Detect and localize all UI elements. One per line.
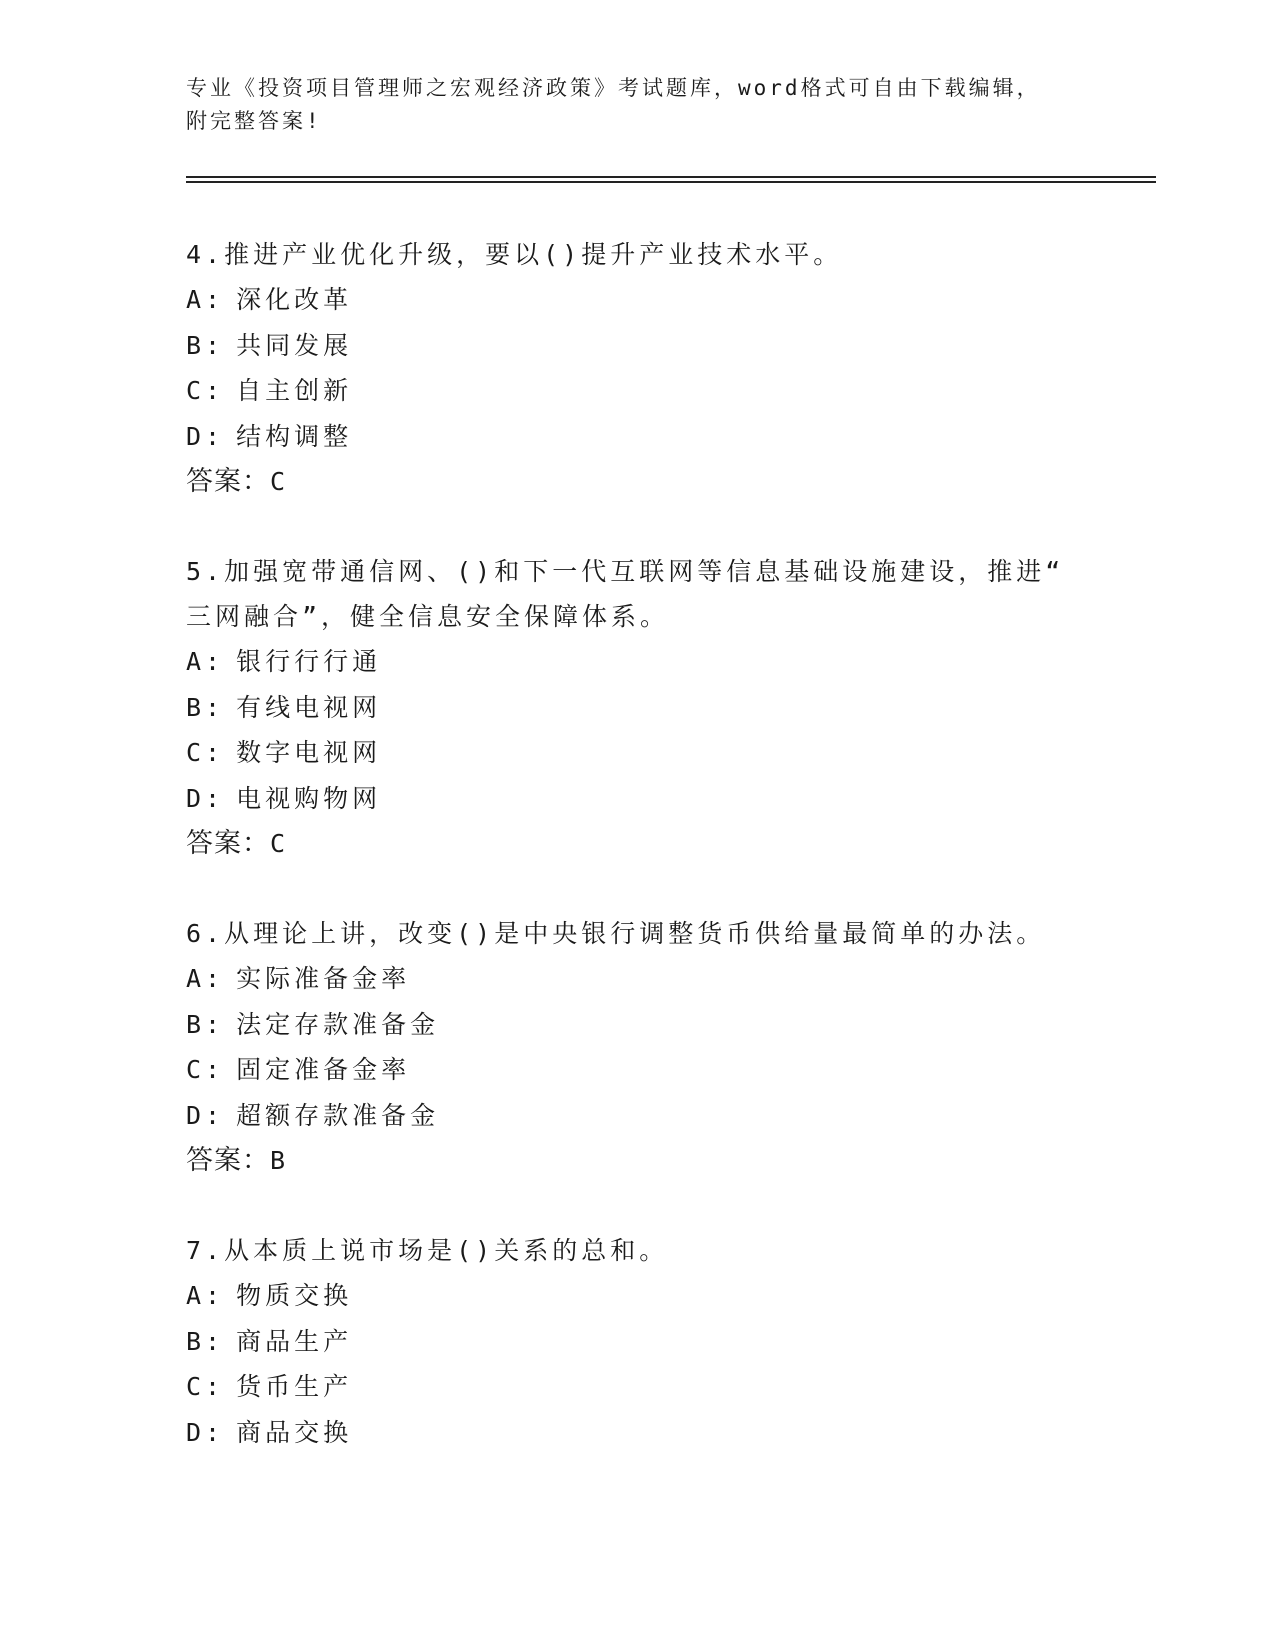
- document-header: [186, 72, 1066, 138]
- question-stem: [186, 911, 1086, 956]
- answer-option: [186, 730, 1086, 776]
- answer-option: [186, 1319, 1086, 1365]
- answer-value: B: [270, 1146, 287, 1175]
- option-letter: B:: [186, 1326, 225, 1356]
- question-list: [186, 232, 1086, 1500]
- option-text: 物质交换: [236, 1281, 353, 1310]
- option-text: 货币生产: [236, 1372, 353, 1401]
- answer-line: [186, 821, 1086, 866]
- header-divider-top: [186, 176, 1156, 178]
- option-letter: A:: [186, 1281, 225, 1310]
- answer-label: 答案：: [186, 466, 270, 497]
- answer-option: [186, 323, 1086, 369]
- option-text: 商品交换: [236, 1417, 353, 1447]
- answer-option: [186, 368, 1086, 414]
- option-text: 有线电视网: [236, 692, 382, 722]
- question-stem-line: 4.推进产业优化升级，要以()提升产业技术水平。: [186, 240, 843, 269]
- answer-option: [186, 277, 1086, 323]
- question-item: [186, 549, 1086, 866]
- option-letter: B:: [186, 330, 225, 360]
- answer-label: 答案：: [186, 828, 270, 859]
- option-text: 自主创新: [236, 376, 353, 405]
- header-line-2: 附完整答案!: [186, 109, 322, 133]
- answer-line: [186, 459, 1086, 504]
- option-letter: B:: [186, 1009, 225, 1039]
- option-letter: C:: [186, 1055, 225, 1084]
- header-divider-bottom: [186, 181, 1156, 183]
- question-stem-line: 5.加强宽带通信网、()和下一代互联网等信息基础设施建设，推进“: [186, 557, 1065, 586]
- option-letter: D:: [186, 1100, 225, 1130]
- question-item: [186, 232, 1086, 504]
- question-stem-line: 三网融合”，健全信息安全保障体系。: [186, 602, 670, 631]
- answer-option: [186, 639, 1086, 685]
- question-stem: [186, 1228, 1086, 1273]
- answer-label: 答案：: [186, 1145, 270, 1176]
- option-text: 电视购物网: [236, 783, 382, 813]
- answer-option: [186, 1002, 1086, 1048]
- question-stem: [186, 549, 1086, 639]
- option-text: 超额存款准备金: [236, 1100, 440, 1130]
- option-text: 数字电视网: [236, 738, 382, 767]
- question-item: [186, 911, 1086, 1183]
- option-letter: D:: [186, 783, 225, 813]
- option-letter: C:: [186, 376, 225, 405]
- option-text: 银行行行通: [236, 647, 382, 676]
- answer-option: [186, 776, 1086, 822]
- option-letter: A:: [186, 964, 225, 993]
- question-item: [186, 1228, 1086, 1455]
- answer-value: C: [270, 467, 287, 496]
- option-letter: A:: [186, 647, 225, 676]
- option-letter: D:: [186, 421, 225, 451]
- answer-option: [186, 1273, 1086, 1319]
- option-text: 结构调整: [236, 421, 353, 451]
- answer-option: [186, 414, 1086, 460]
- option-text: 商品生产: [236, 1326, 353, 1356]
- question-stem: [186, 232, 1086, 277]
- answer-value: C: [270, 829, 287, 858]
- option-text: 共同发展: [236, 330, 353, 360]
- answer-option: [186, 1364, 1086, 1410]
- option-text: 固定准备金率: [236, 1055, 411, 1084]
- answer-option: [186, 956, 1086, 1002]
- answer-option: [186, 685, 1086, 731]
- option-letter: D:: [186, 1417, 225, 1447]
- option-text: 深化改革: [236, 285, 353, 314]
- option-letter: C:: [186, 1372, 225, 1401]
- option-letter: B:: [186, 692, 225, 722]
- question-stem-line: 6.从理论上讲，改变()是中央银行调整货币供给量最简单的办法。: [186, 919, 1046, 948]
- option-text: 法定存款准备金: [236, 1009, 440, 1039]
- answer-option: [186, 1410, 1086, 1456]
- question-stem-line: 7.从本质上说市场是()关系的总和。: [186, 1236, 669, 1265]
- option-text: 实际准备金率: [236, 964, 411, 993]
- header-line-1: 专业《投资项目管理师之宏观经济政策》考试题库，word格式可自由下载编辑，: [186, 76, 1041, 100]
- answer-option: [186, 1047, 1086, 1093]
- answer-line: [186, 1138, 1086, 1183]
- option-letter: A:: [186, 285, 225, 314]
- answer-option: [186, 1093, 1086, 1139]
- option-letter: C:: [186, 738, 225, 767]
